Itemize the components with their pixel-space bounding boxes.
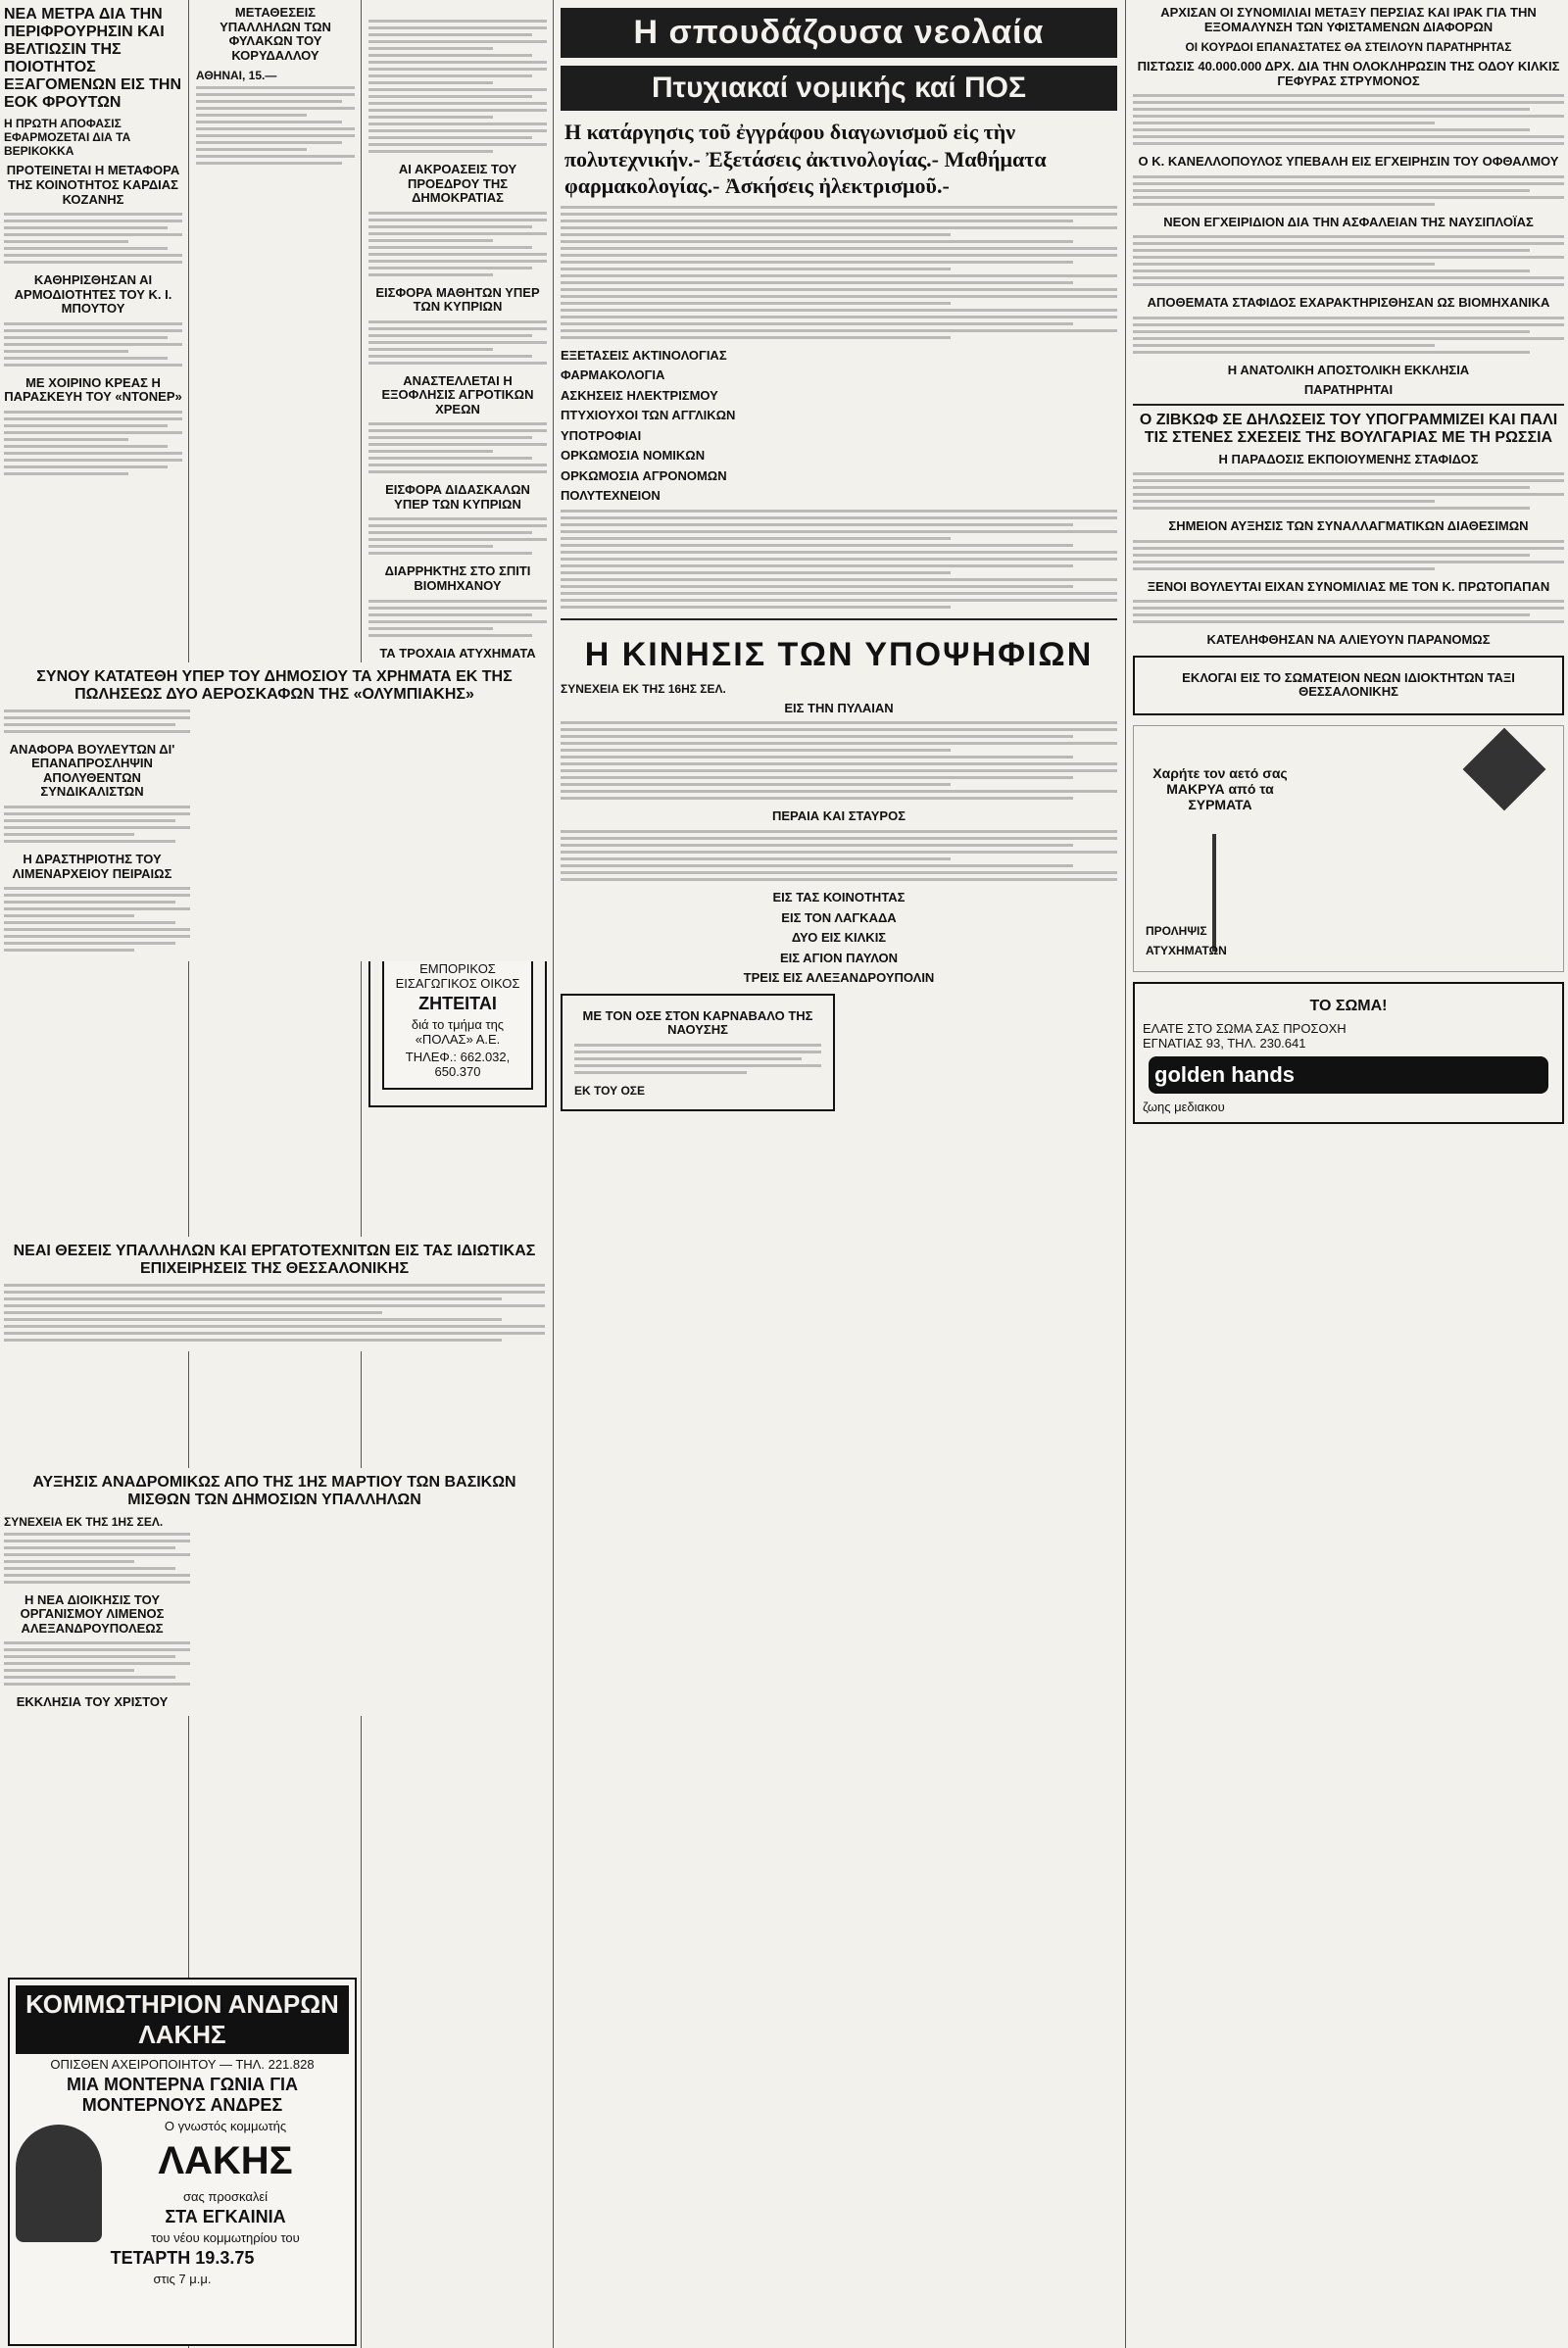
barber-ad (8, 1978, 357, 2346)
salaries-continuation: ΣΥΝΕΧΕΙΑ ΕΚ ΤΗΣ 1ΗΣ ΣΕΛ. (4, 1514, 164, 1529)
article-text (574, 1044, 821, 1074)
article-text (4, 806, 190, 843)
section-radiology: ΕΞΕΤΑΣΕΙΣ ΑΚΤΙΝΟΛΟΓΙΑΣ (561, 347, 727, 363)
article-text (561, 721, 1117, 800)
barber-ad-event: ΣΤΑ ΕΓΚΑΙΝΙΑ (165, 2207, 286, 2226)
headline-raisin-delivery: Η ΠΑΡΑΔΟΣΙΣ ΕΚΠΟΙΟΥΜΕΝΗΣ ΣΤΑΦΙΔΟΣ (1218, 451, 1479, 466)
barber-ad-intro: Ο γνωστός κομμωτής (164, 2119, 287, 2133)
barber-ad-title: ΚΟΜΜΩΤΗΡΙΟΝ ΑΝΔΡΩΝ ΛΑΚΗΣ (16, 1985, 349, 2054)
headline-eastern-church: Η ΑΝΑΤΟΛΙΚΗ ΑΠΟΣΤΟΛΙΚΗ ΕΚΚΛΗΣΙΑ (1227, 362, 1470, 377)
article-text (1133, 600, 1564, 623)
headline-syndicalists: ΑΝΑΦΟΡΑ ΒΟΥΛΕΥΤΩΝ ΔΙ' ΕΠΑΝΑΠΡΟΣΛΗΨΙΝ ΑΠΟΛΥΘΕΝΤΩΝ ΣΥΝΔΙΚΑΛΙΣΤΩΝ (9, 741, 175, 800)
kite-safety-illustration (1133, 725, 1564, 972)
column-rule (1125, 0, 1126, 2348)
kite-icon (1463, 728, 1546, 811)
figure-icon (1212, 834, 1216, 952)
column-rule (361, 0, 362, 2348)
section-alexandroupoli: ΤΡΕΙΣ ΕΙΣ ΑΛΕΞΑΝΔΡΟΥΠΟΛΙΝ (743, 970, 935, 986)
divider (1133, 404, 1564, 406)
article-text (1133, 235, 1564, 286)
section-polytechnic: ΠΟΛΥΤΕΧΝΕΙΟΝ (561, 488, 661, 504)
article-text (4, 213, 182, 264)
article-text (4, 709, 190, 733)
golden-hands-line: ΕΛΑΤΕ ΣΤΟ ΣΩΜΑ ΣΑΣ ΠΡΟΣΟΧΗ (1143, 1020, 1347, 1036)
article-text (1133, 94, 1564, 145)
article-text (561, 510, 1117, 609)
column-third (365, 0, 551, 2348)
safety-label-2: ΑΤΥΧΗΜΑΤΩΝ (1146, 944, 1227, 958)
barber-portrait-icon (16, 2125, 102, 2242)
section-agronomist-oath: ΟΡΚΩΜΟΣΙΑ ΑΓΡΟΝΟΜΩΝ (561, 467, 727, 483)
section-pylaia: ΕΙΣ ΤΗΝ ΠΥΛΑΙΑΝ (784, 700, 894, 715)
article-text (1133, 472, 1564, 510)
carnival-source: ΕΚ ΤΟΥ ΟΣΕ (574, 1083, 645, 1098)
article-text (368, 212, 547, 276)
article-text (368, 600, 547, 637)
headline-burglar: ΔΙΑΡΡΗΚΤΗΣ ΣΤΟ ΣΠΙΤΙ ΒΙΟΜΗΧΑΝΟΥ (384, 563, 531, 594)
article-text (1133, 540, 1564, 570)
golden-hands-sub: ζωης μεδιακου (1143, 1099, 1225, 1114)
article-text (4, 1533, 190, 1584)
barber-ad-invite: σας προσκαλεί (182, 2189, 269, 2204)
headline-raisin-stocks: ΑΠΟΘΕΜΑΤΑ ΣΤΑΦΙΔΟΣ ΕΧΑΡΑΚΤΗΡΙΣΘΗΣΑΝ ΩΣ ΒΙΟΜΗΧΑΝΙΚΑ (1147, 295, 1550, 311)
headline-fruit-exports: ΝΕΑ ΜΕΤΡΑ ΔΙΑ ΤΗΝ ΠΕΡΙΦΡΟΥΡΗΣΙΝ ΚΑΙ ΒΕΛΤΙΩΣΙΝ ΤΗΣ ΠΟΙΟΤΗΤΟΣ ΕΞΑΓΟΜΕΝΩΝ ΕΙΣ ΤΗΝ ΕΟΚ ΦΡΟΥΤΩΝ (4, 6, 182, 111)
section-communities: ΕΙΣ ΤΑΣ ΚΟΙΝΟΤΗΤΑΣ (772, 889, 906, 905)
subheadline-kurds: ΟΙ ΚΟΥΡΔΟΙ ΕΠΑΝΑΣΤΑΤΕΣ ΘΑ ΣΤΕΙΛΟΥΝ ΠΑΡΑΤΗΡΗΤΑΣ (1185, 40, 1512, 55)
subheadline-exams: Η κατάργησις τοῦ ἐγγράφου διαγωνισμοῦ εἰς τὴν πολυτεχνικήν.- Ἐξετάσεις ἀκτινολογίας.- Μαθήματα φαρμακολογίας.- Ἀσκήσεις ἠλεκτρισμοῦ.- (564, 120, 1047, 198)
golden-hands-logo: golden hands (1149, 1056, 1548, 1094)
continuation-note: ΣΥΝΕΧΕΙΑ ΕΚ ΤΗΣ 16ΗΣ ΣΕΛ. (561, 681, 726, 696)
article-text (368, 422, 547, 473)
section-kilkis: ΔΥΟ ΕΙΣ ΚΙΛΚΙΣ (791, 930, 887, 946)
wide-story-olympic (0, 662, 549, 961)
headline-president-hearings: ΑΙ ΑΚΡΟΑΣΕΙΣ ΤΟΥ ΠΡΟΕΔΡΟΥ ΤΗΣ ΔΗΜΟΚΡΑΤΙΑΣ (398, 162, 517, 206)
barber-ad-time: στις 7 μ.μ. (153, 2272, 212, 2286)
column-center (557, 0, 1121, 2348)
headline-teachers-cyprus: ΕΙΣΦΟΡΑ ΔΙΔΑΣΚΑΛΩΝ ΥΠΕΡ ΤΩΝ ΚΥΠΡΙΩΝ (385, 482, 530, 512)
headline-thessaloniki-jobs: ΝΕΑΙ ΘΕΣΕΙΣ ΥΠΑΛΛΗΛΩΝ ΚΑΙ ΕΡΓΑΤΟΤΕΧΝΙΤΩΝ ΕΙΣ ΤΑΣ ΙΔΙΩΤΙΚΑΣ ΕΠΙΧΕΙΡΗΣΕΙΣ ΤΗΣ ΘΕΣΣΑΛΟΝΙΚΗΣ (13, 1243, 536, 1277)
headline-boutos: ΚΑΘΗΡΙΣΘΗΣΑΝ ΑΙ ΑΡΜΟΔΙΟΤΗΤΕΣ ΤΟΥ Κ. Ι. ΜΠΟΥΤΟΥ (14, 272, 172, 317)
article-text (561, 206, 1117, 339)
headline-kanellopoulos: Ο Κ. ΚΑΝΕΛΛΟΠΟΥΛΟΣ ΥΠΕΒΑΛΗ ΕΙΣ ΕΓΧΕΙΡΗΣΙΝ ΤΟΥ ΟΦΘΑΛΜΟΥ (1138, 154, 1559, 170)
article-text (368, 20, 547, 153)
headline-illegal-fishing: ΚΑΤΕΛΗΦΘΗΣΑΝ ΝΑ ΑΛΙΕΥΟΥΝ ΠΑΡΑΝΟΜΩΣ (1206, 632, 1491, 648)
section-electricity: ΑΣΚΗΣΕΙΣ ΗΛΕΚΤΡΙΣΜΟΥ (561, 387, 718, 403)
golden-hands-ad (1133, 982, 1564, 1124)
headline-salaries: ΑΥΞΗΣΙΣ ΑΝΑΔΡΟΜΙΚΩΣ ΑΠΟ ΤΗΣ 1ΗΣ ΜΑΡΤΙΟΥ ΤΩΝ ΒΑΣΙΚΩΝ ΜΙΣΘΩΝ ΤΩΝ ΔΗΜΟΣΙΩΝ ΥΠΑΛΛΗΛΩΝ (32, 1474, 516, 1508)
section-peraia: ΠΕΡΑΙΑ ΚΑΙ ΣΤΑΥΡΟΣ (771, 808, 906, 824)
dateline: ΑΘΗΝΑΙ, 15.— (196, 69, 277, 83)
wide-story-salaries (0, 1468, 549, 1716)
column-rule (553, 0, 554, 2348)
headline-korydallos: ΜΕΤΑΘΕΣΕΙΣ ΥΠΑΛΛΗΛΩΝ ΤΩΝ ΦΥΛΑΚΩΝ ΤΟΥ ΚΟΡΥΔΑΛΛΟΥ (220, 5, 331, 63)
article-text (1133, 317, 1564, 354)
headline-alexandroupoli-port: Η ΝΕΑ ΔΙΟΙΚΗΣΙΣ ΤΟΥ ΟΡΓΑΝΙΣΜΟΥ ΛΙΜΕΝΟΣ ΑΛΕΞΑΝΔΡΟΥΠΟΛΕΩΣ (20, 1591, 165, 1636)
section-scholarships: ΥΠΟΤΡΟΦΙΑΙ (561, 427, 642, 443)
article-text (1133, 175, 1564, 206)
headline-doner: ΜΕ ΧΟΙΡΙΝΟ ΚΡΕΑΣ Η ΠΑΡΑΣΚΕΥΗ ΤΟΥ «ΝΤΟΝΕΡ» (4, 374, 182, 405)
column-right (1129, 0, 1568, 2348)
headline-fx-reserves: ΣΗΜΕΙΟΝ ΑΥΞΗΣΙΣ ΤΩΝ ΣΥΝΑΛΛΑΓΜΑΤΙΚΩΝ ΔΙΑΘΕΣΙΜΩΝ (1168, 518, 1529, 534)
barber-ad-shop: του νέου κομμωτηρίου του (151, 2230, 300, 2245)
headline-kozani: ΠΡΟΤΕΙΝΕΤΑΙ Η ΜΕΤΑΦΟΡΑ ΤΗΣ ΚΟΙΝΟΤΗΤΟΣ ΚΑΡΔΙΑΣ ΚΟΖΑΝΗΣ (6, 163, 180, 207)
headline-observers: ΠΑΡΑΤΗΡΗΤΑΙ (1303, 382, 1394, 398)
headline-piraeus-port: Η ΔΡΑΣΤΗΡΙΟΤΗΣ ΤΟΥ ΛΙΜΕΝΑΡΧΕΙΟΥ ΠΕΙΡΑΙΩΣ (12, 852, 172, 881)
carnival-headline: ΜΕ ΤΟΝ ΟΣΕ ΣΤΟΝ ΚΑΡΝΑΒΑΛΟ ΤΗΣ ΝΑΟΥΣΗΣ (582, 1007, 813, 1038)
section-agios-pavlos: ΕΙΣ ΑΓΙΟΝ ΠΑΥΛΟΝ (779, 950, 899, 965)
headline-students-cyprus: ΕΙΣΦΟΡΑ ΜΑΘΗΤΩΝ ΥΠΕΡ ΤΩΝ ΚΥΠΡΙΩΝ (375, 284, 540, 315)
article-text (4, 1641, 190, 1686)
headline-navigation-manual: ΝΕΟΝ ΕΓΧΕΙΡΙΔΙΟΝ ΔΙΑ ΤΗΝ ΑΣΦΑΛΕΙΑΝ ΤΗΣ ΝΑΥΣΙΠΛΟΪΑΣ (1163, 214, 1534, 229)
taxi-notice (1133, 656, 1564, 715)
golden-hands-address: ΕΓΝΑΤΙΑΣ 93, ΤΗΛ. 230.641 (1143, 1035, 1306, 1051)
section-law-oath: ΟΡΚΩΜΟΣΙΑ ΝΟΜΙΚΩΝ (561, 448, 706, 464)
carnival-box (561, 994, 835, 1111)
article-text (4, 322, 182, 367)
barber-ad-name: ΛΑΚΗΣ (158, 2139, 293, 2182)
headline-candidates: Η ΚΙΝΗΣΙΣ ΤΩΝ ΥΠΟΨΗΦΙΩΝ (584, 635, 1094, 673)
article-text (561, 830, 1117, 881)
headline-law-degrees: Πτυχιακαί νομικής καί ΠΟΣ (561, 66, 1117, 111)
section-lagkadas: ΕΙΣ ΤΟΝ ΛΑΓΚΑΔΑ (781, 909, 897, 925)
golden-hands-title: ΤΟ ΣΩΜΑ! (1309, 998, 1388, 1015)
article-text (4, 411, 182, 475)
article-text (196, 86, 355, 165)
manager-ad-phone: ΤΗΛΕΦ.: 662.032, 650.370 (405, 1050, 511, 1080)
student-band: Η σπουδάζουσα νεολαία (561, 8, 1117, 58)
headline-traffic-accidents: ΤΑ ΤΡΟΧΑΙΑ ΑΤΥΧΗΜΑΤΑ (379, 645, 536, 660)
taxi-notice-title: ΕΚΛΟΓΑΙ ΕΙΣ ΤΟ ΣΩΜΑΤΕΙΟΝ ΝΕΩΝ ΙΔΙΟΚΤΗΤΩΝ ΤΑΞΙ ΘΕΣΣΑΛΟΝΙΚΗΣ (1182, 669, 1515, 700)
headline-church-of-christ: ΕΚΚΛΗΣΙΑ ΤΟΥ ΧΡΙΣΤΟΥ (16, 1694, 169, 1710)
headline-farm-debts: ΑΝΑΣΤΕΛΛΕΤΑΙ Η ΕΞΟΦΛΗΣΙΣ ΑΓΡΟΤΙΚΩΝ ΧΡΕΩΝ (381, 372, 534, 416)
barber-ad-date: ΤΕΤΑΡΤΗ 19.3.75 (110, 2248, 255, 2268)
article-text (368, 320, 547, 365)
manager-ad-wanted: ΖΗΤΕΙΤΑΙ (418, 994, 497, 1014)
manager-ad-dept: διά το τμήμα της «ΠΟΛΑΣ» Α.Ε. (411, 1017, 505, 1048)
article-text (368, 517, 547, 555)
headline-olympic-aircraft: ΣΥΝΟΥ ΚΑΤΑΤΕΘΗ ΥΠΕΡ ΤΟΥ ΔΗΜΟΣΙΟΥ ΤΑ ΧΡΗΜΑΤΑ ΕΚ ΤΗΣ ΠΩΛΗΣΕΩΣ ΔΥΟ ΑΕΡΟΣΚΑΦΩΝ ΤΗΣ «ΟΛΥΜΠΙΑΚΗΣ» (36, 668, 513, 703)
wide-story-thessaloniki-jobs (0, 1237, 549, 1351)
safety-label-1: ΠΡΟΛΗΨΙΣ (1146, 924, 1207, 939)
headline-persia-iraq: ΑΡΧΙΣΑΝ ΟΙ ΣΥΝΟΜΙΛΙΑΙ ΜΕΤΑΞΥ ΠΕΡΣΙΑΣ ΚΑΙ ΙΡΑΚ ΓΙΑ ΤΗΝ ΕΞΟΜΑΛΥΝΣΗ ΤΩΝ ΥΦΙΣΤΑΜΕΝΩΝ ΔΙΑΦΟΡΩΝ (1160, 5, 1537, 34)
article-text (4, 1284, 545, 1342)
barber-ad-address: ΟΠΙΣΘΕΝ ΑΧΕΙΡΟΠΟΙΗΤΟΥ — ΤΗΛ. 221.828 (50, 2057, 315, 2072)
headline-zhivkov: Ο ΖΙΒΚΩΦ ΣΕ ΔΗΛΩΣΕΙΣ ΤΟΥ ΥΠΟΓΡΑΜΜΙΖΕΙ ΚΑΙ ΠΑΛΙ ΤΙΣ ΣΤΕΝΕΣ ΣΧΕΣΕΙΣ ΤΗΣ ΒΟΥΛΓΑΡΙΑΣ ΜΕ ΤΗ ΡΩΣΣΙΑ (1139, 411, 1558, 446)
divider (561, 618, 1117, 620)
headline-foreign-mps: ΞΕΝΟΙ ΒΟΥΛΕΥΤΑΙ ΕΙΧΑΝ ΣΥΝΟΜΙΛΙΑΣ ΜΕ ΤΟΝ Κ. ΠΡΩΤΟΠΑΠΑΝ (1147, 578, 1550, 594)
article-text (4, 887, 190, 952)
kite-caption: Χαρήτε τον αετό σας ΜΑΚΡΥΑ από τα ΣΥΡΜΑΤΑ (1152, 765, 1288, 813)
subheadline-apricots: Η ΠΡΩΤΗ ΑΠΟΦΑΣΙΣ ΕΦΑΡΜΟΖΕΤΑΙ ΔΙΑ ΤΑ ΒΕΡΙΚΟΚΚΑ (4, 117, 131, 159)
manager-ad-company: ΕΜΠΟΡΙΚΟΣ ΕΙΣΑΓΩΓΙΚΟΣ ΟΙΚΟΣ (395, 961, 520, 992)
section-pharmacology: ΦΑΡΜΑΚΟΛΟΓΙΑ (561, 367, 665, 383)
headline-kilkis-road: ΠΙΣΤΩΣΙΣ 40.000.000 ΔΡΧ. ΔΙΑ ΤΗΝ ΟΛΟΚΛΗΡΩΣΙΝ ΤΗΣ ΟΔΟΥ ΚΙΛΚΙΣ ΓΕΦΥΡΑΣ ΣΤΡΥΜΟΝΟΣ (1137, 59, 1560, 88)
section-english-grads: ΠΤΥΧΙΟΥΧΟΙ ΤΩΝ ΑΓΓΛΙΚΩΝ (561, 408, 736, 423)
barber-ad-tagline: ΜΙΑ ΜΟΝΤΕΡΝΑ ΓΩΝΙΑ ΓΙΑ ΜΟΝΤΕΡΝΟΥΣ ΑΝΔΡΕΣ (66, 2075, 299, 2115)
